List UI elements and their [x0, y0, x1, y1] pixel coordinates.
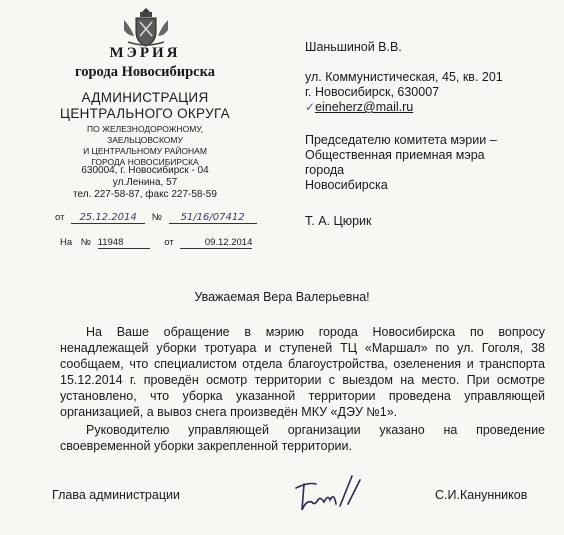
addressee-street: ул. Коммунистическая, 45, кв. 201: [305, 70, 503, 84]
letterhead-address: [40, 165, 250, 201]
reply-label: На: [60, 237, 73, 248]
reply-number: 11948: [98, 237, 150, 249]
address-line-2: ул.Ленина, 57: [112, 177, 178, 188]
copy-recipient-name: Т. А. Цюрик: [305, 214, 372, 228]
signer-name: С.И.Канунников: [435, 488, 528, 502]
number-label: №: [151, 212, 162, 223]
letterhead-administration: [40, 90, 250, 122]
reply-registration: [60, 237, 252, 249]
addressee-name: Шаньшиной В.В.: [305, 40, 402, 54]
copy-line-1: Председателю комитета мэрии –: [305, 133, 497, 147]
signature-icon: [290, 470, 370, 515]
letterhead-districts: [40, 124, 250, 168]
coat-of-arms-icon: [120, 6, 172, 48]
admin-line-2: ЦЕНТРАЛЬНОГО ОКРУГА: [60, 106, 230, 121]
reply-date: 09.12.2014: [180, 237, 252, 249]
from-label: от: [55, 212, 65, 223]
checkmark-icon: ✓: [305, 100, 316, 114]
outgoing-date: 25.12.2014: [71, 212, 145, 224]
signer-position: Глава администрации: [52, 488, 180, 502]
copy-line-2: Общественная приемная мэра: [305, 148, 485, 162]
outgoing-registration: [55, 212, 257, 224]
district-line-3: И ЦЕНТРАЛЬНОМУ РАЙОНАМ: [83, 146, 207, 156]
copy-line-3: города: [305, 163, 345, 177]
district-line-4: ГОРОДА НОВОСИБИРСКА: [91, 157, 199, 167]
copy-line-4: Новосибирска: [305, 178, 388, 192]
letterhead-meria: МЭРИЯ: [109, 45, 181, 61]
district-line-2: ЗАЕЛЬЦОВСКОМУ: [107, 135, 183, 145]
reply-from-label: от: [164, 237, 174, 248]
addressee-email[interactable]: eineherz@mail.ru: [315, 100, 414, 114]
addressee-email-line: [305, 100, 413, 115]
body-paragraph-2: Руководителю управляющей организации указано на проведение своевременной уборки закрепленной территории.: [60, 423, 545, 453]
outgoing-number: 51/16/07412: [169, 212, 257, 224]
reply-number-label: №: [80, 237, 91, 248]
body-paragraph-1: На Ваше обращение в мэрию города Новосибирска по вопросу ненадлежащей уборки тротуара и ступеней ТЦ «Маршал» по ул. Гоголя, 38 сообщаем, что специалистом отдела благоустройства, озеленения и транспорта 15.12.2014 г. проведён осмотр территории с выездом на место. При осмотре установлено, что уборка указанной территории проведена управляющей организацией, а вывоз снега произведён МКУ «ДЭУ №1».: [60, 325, 545, 419]
district-line-1: ПО ЖЕЛЕЗНОДОРОЖНОМУ,: [87, 124, 203, 134]
letterhead-city: города Новосибирска: [74, 64, 215, 80]
address-line-1: 630004, г. Новосибирск - 04: [81, 165, 209, 176]
copy-recipient: [305, 133, 497, 193]
address-line-3: тел. 227-58-87, факс 227-58-59: [73, 189, 217, 200]
salutation: Уважаемая Вера Валерьевна!: [194, 290, 370, 304]
admin-line-1: АДМИНИСТРАЦИЯ: [81, 90, 209, 105]
addressee-city: г. Новосибирск, 630007: [305, 85, 440, 99]
